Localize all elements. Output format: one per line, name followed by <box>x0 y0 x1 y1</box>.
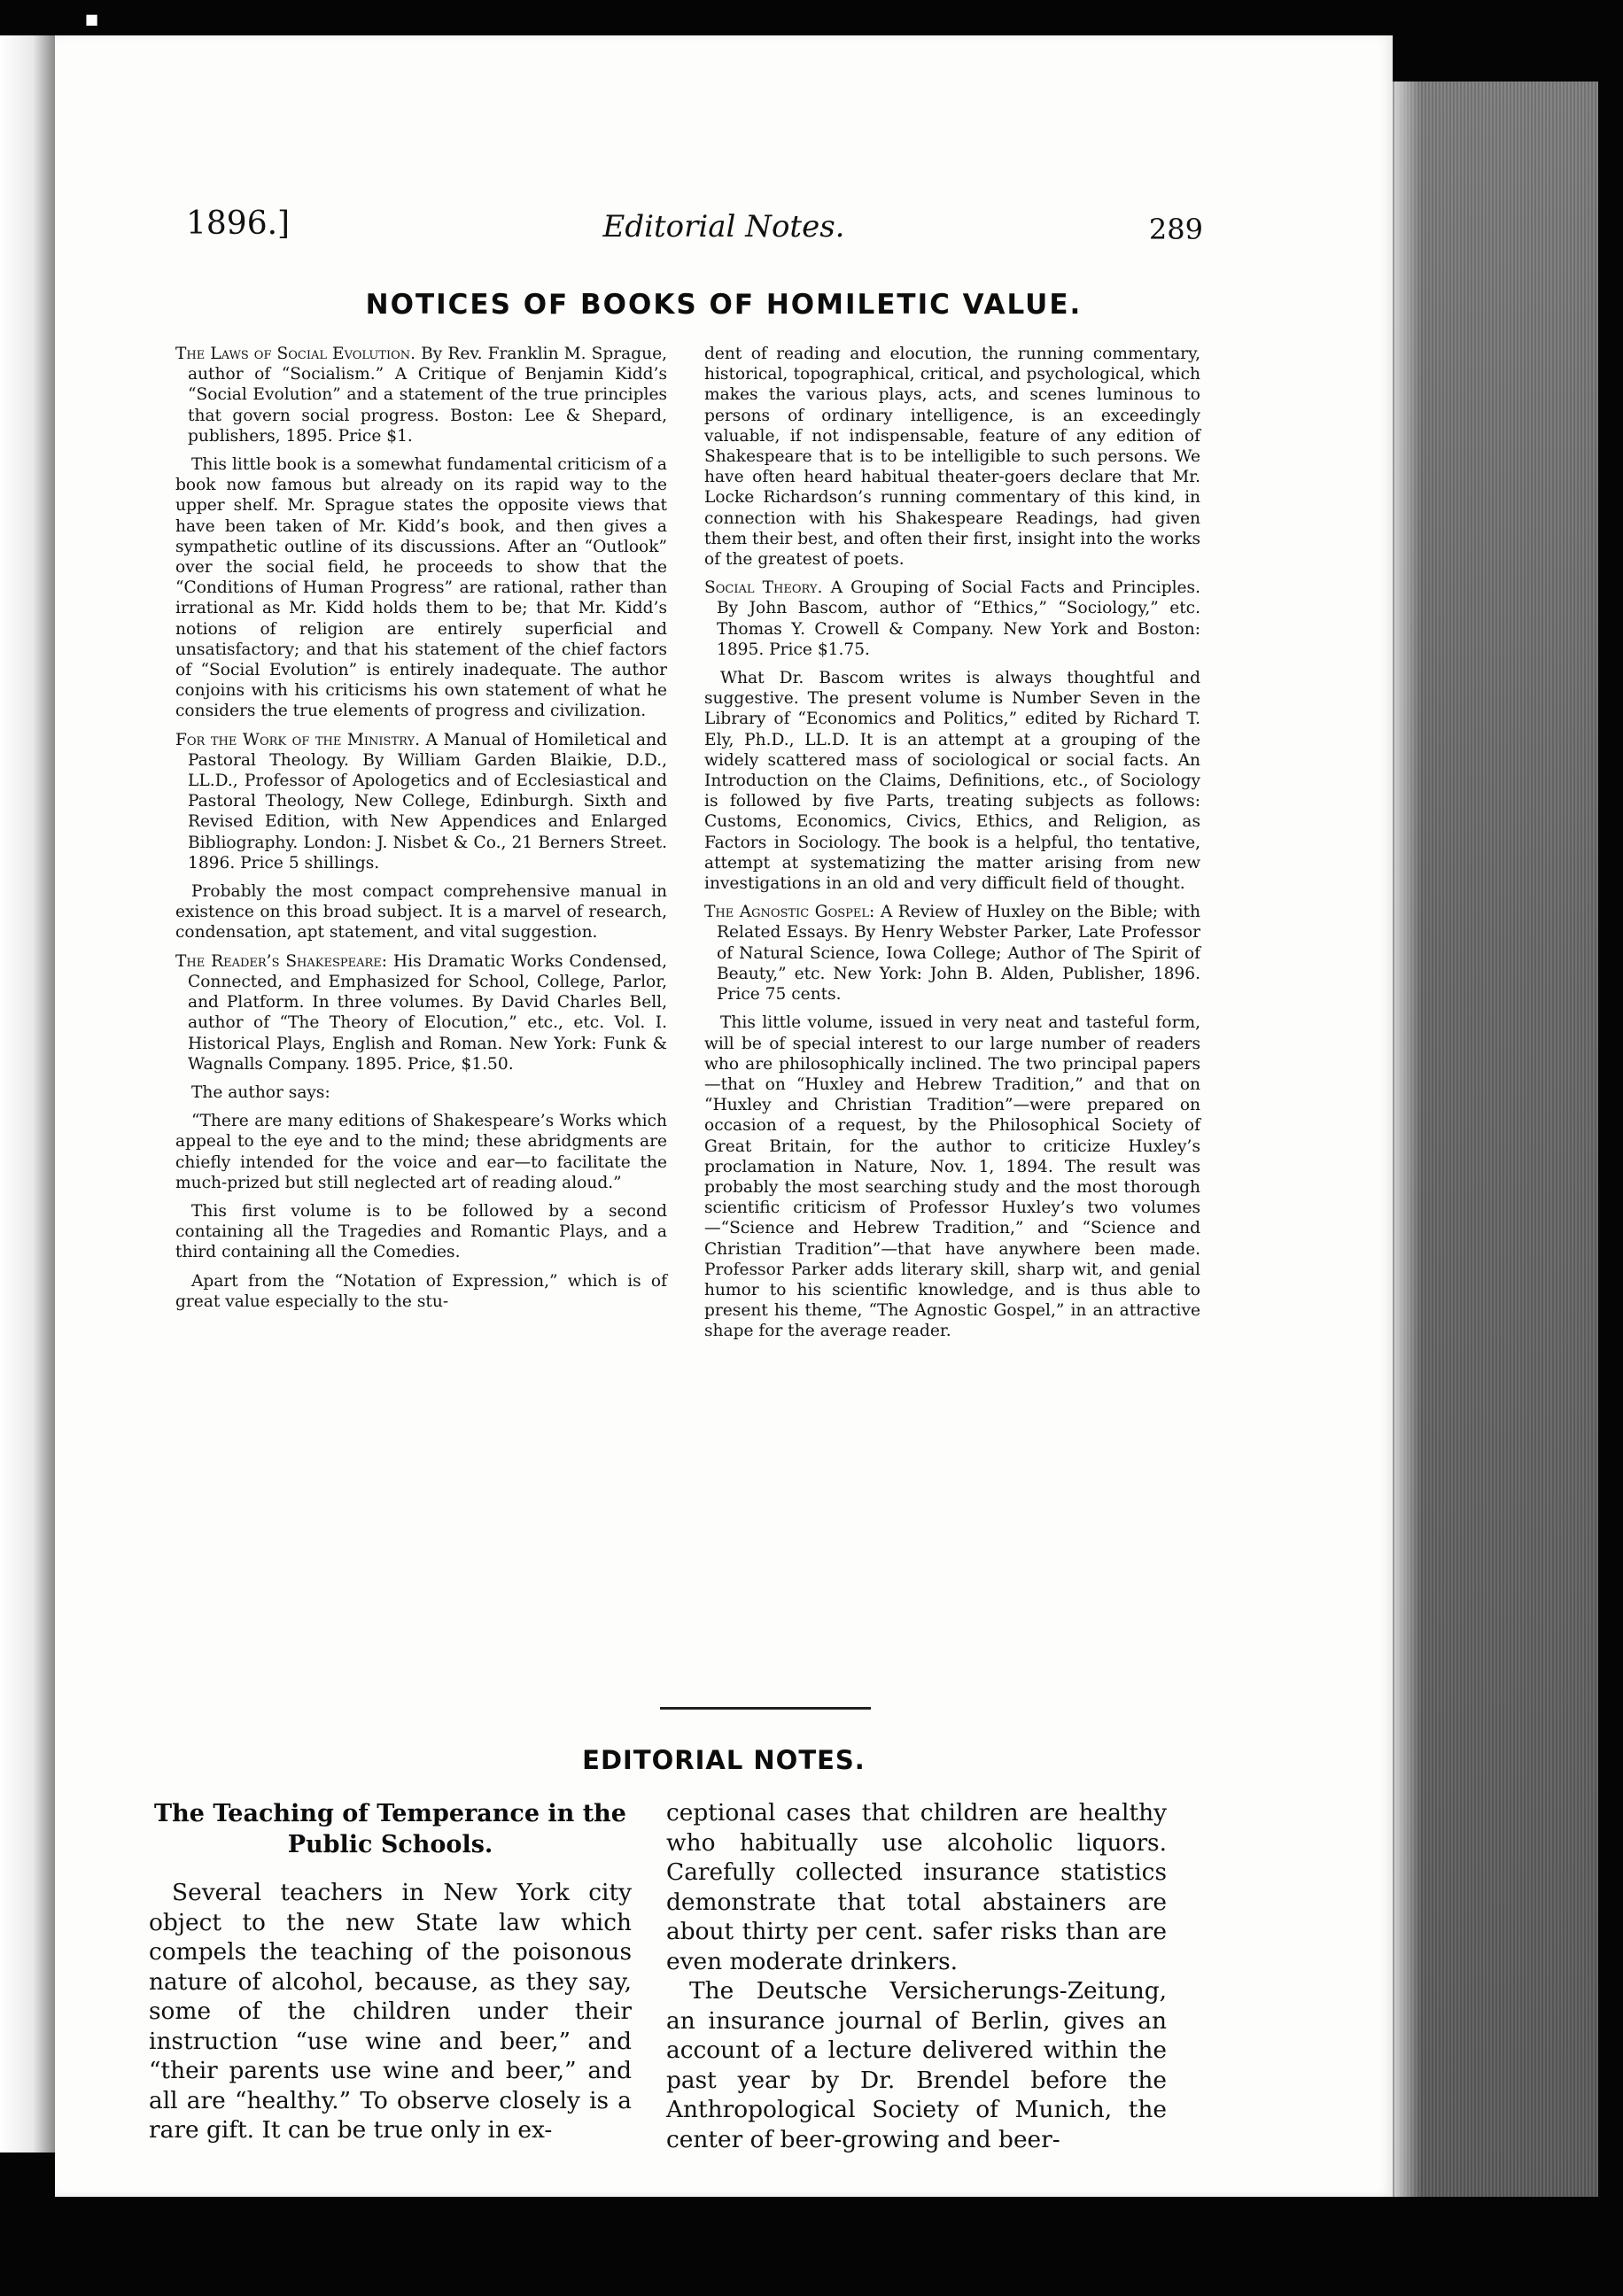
review-paragraph: What Dr. Bascom writes is always thoughtful and suggestive. The present volume is Number Seven in the Library of “Economics and Politics,” edited by Richard T. Ely, Ph.D., LL.D. It is an attempt at a grouping of the widely scattered mass of sociological or social facts. An Introduction on the Claims, Definitions, etc., of Sociology is followed by five Parts, treating subjects as follows: Customs, Economics, Civics, Ethics, and Religion, as Factors in Sociology. The book is a helpful, tho tentative, attempt at systematizing the matter arising from new investigations in an old and very difficult field of thought. <box>704 669 1200 894</box>
book-title: The Agnostic Gospel: <box>704 903 875 922</box>
book-details: By Rev. Franklin M. Sprague, author of “Socialism.” A Critique of Benjamin Kidd’s “Social Evolution” and a statement of the true principles that govern social progress. Boston: Lee & Shepard, publishers, 1895. Price $1. <box>188 345 667 446</box>
header-year: 1896.] <box>186 206 291 242</box>
book-details: A Grouping of Social Facts and Principles. By John Bascom, author of “Ethics,” “Sociology,” etc. Thomas Y. Crowell & Company. New York and Boston: 1895. Price $1.75. <box>717 578 1201 659</box>
notices-heading: NOTICES OF BOOKS OF HOMILETIC VALUE. <box>365 289 1083 321</box>
article-paragraph: The Deutsche Versicherungs-Zeitung, an insurance journal of Berlin, gives an account of a lecture delivered within the past year by Dr. Brendel before the Anthropological Society of Munich, the center of beer-growing and beer- <box>666 1977 1167 2153</box>
review-paragraph-continued: dent of reading and elocution, the running commentary, historical, topographical, critical, and psychological, which makes the various plays, acts, and scenes luminous to persons of ordinary intelligence, is an exceedingly valuable, if not indispensable, feature of any edition of Shakespeare that is to be intelligible to such persons. We have often heard habitual theater-goers declare that Mr. Locke Richardson’s running commentary of this kind, in connection with his Shakespeare Readings, had given them their best, and often their first, insight into the works of the greatest of poets. <box>704 345 1200 570</box>
page-edges <box>1393 81 1598 2197</box>
book-title: Social Theory. <box>704 578 823 598</box>
review-paragraph: This little volume, issued in very neat and tasteful form, will be of special interest to our large number of readers who are philosophically inclined. The two principal papers—that on “Huxley and Hebrew Tradition,” and that on “Huxley and Christian Tradition”—were prepared on occasion of a request, by the Philosophical Society of Great Britain, for the author to criticize Huxley’s proclamation in Nature, Nov. 1, 1894. The result was probably the most searching study and the most thorough scientific criticism of Professor Huxley’s two volumes—“Science and Hebrew Tradition,” and “Science and Christian Tradition”—that have anywhere been made. Professor Parker adds literary skill, sharp wit, and genial humor to his scientific knowledge, and is thus able to present his theme, “The Agnostic Gospel,” in an attractive shape for the average reader. <box>704 1013 1200 1341</box>
review-paragraph: This little book is a somewhat fundamental criticism of a book now famous but already on its rapid way to the upper shelf. Mr. Sprague states the opposite views that have been taken of Mr. Kidd’s book, and then gives a sympathetic outline of its discussions. After an “Outlook” over the social field, he proceeds to show that the “Conditions of Human Progress” are rational, rather than irrational as Mr. Kidd holds them to be; that Mr. Kidd’s notions of religion are entirely superficial and unsatisfactory; and that his statement of the chief factors of “Social Evolution” is entirely inadequate. The author conjoins with his criticisms his own statement of what he considers the true elements of progress and civilization. <box>175 455 667 721</box>
page-number: 289 <box>1148 213 1203 246</box>
notices-right-column <box>704 344 1200 1350</box>
book-notice <box>175 344 667 446</box>
article-paragraph-continued: ceptional cases that children are healthy who habitually use alcoholic liquors. Carefully collected insurance statistics demonstrate that total abstainers are about thirty per cent. safer risks than are even moderate drinkers. <box>666 1799 1167 1975</box>
quotation: “There are many editions of Shakespeare’s Works which appeal to the eye and to the mind; these abridgments are chiefly intended for the voice and ear—to facilitate the much-prized but still neglected art of reading aloud.” <box>175 1112 667 1192</box>
review-paragraph: Apart from the “Notation of Expression,” which is of great value especially to the stu- <box>175 1271 667 1311</box>
book-notice <box>175 951 667 1074</box>
section-divider <box>660 1707 871 1710</box>
book-title: For the Work of the Ministry. <box>175 730 421 749</box>
article-title: The Teaching of Temperance in the Public Schools. <box>154 1800 626 1858</box>
notices-left-column <box>175 344 667 1320</box>
book-details: His Dramatic Works Condensed, Connected, and Emphasized for School, College, Parlor, and Platform. In three volumes. By David Charles Bell, author of “The Theory of Elocution,” etc., etc. Vol. I. Historical Plays, English and Roman. New York: Funk & Wagnalls Company. 1895. Price, $1.50. <box>188 951 667 1074</box>
book-notice <box>704 578 1200 660</box>
header-section-title: Editorial Notes. <box>602 209 845 244</box>
book-details: A Manual of Homiletical and Pastoral Theology. By William Garden Blaikie, D.D., LL.D., Professor of Apologetics and of Ecclesiastical and Pastoral Theology, New College, Edinburgh. Sixth and Revised Edition, with New Appendices and Enlarged Bibliography. London: J. Nisbet & Co., 21 Berners Street. 1896. Price 5 shillings. <box>188 730 667 873</box>
book-notice <box>704 902 1200 1004</box>
book-notice <box>175 730 667 873</box>
editorial-left-column <box>149 1798 632 2145</box>
book-gutter <box>0 35 55 2152</box>
review-paragraph: Probably the most compact comprehensive manual in existence on this broad subject. It is a marvel of research, condensation, apt statement, and vital suggestion. <box>175 882 667 942</box>
review-paragraph: The author says: <box>191 1082 330 1102</box>
running-header <box>55 206 1393 259</box>
book-title: The Laws of Social Evolution. <box>175 345 416 363</box>
scan-speck: ■ <box>85 11 99 27</box>
article-paragraph: Several teachers in New York city object to the new State law which compels the teaching of the poisonous nature of alcohol, because, as they say, some of the children under their instruction “use wine and beer,” and “their parents use wine and beer,” and all are “healthy.” To observe closely is a rare gift. It can be true only in ex- <box>149 1879 632 2144</box>
book-title: The Reader’s Shakespeare: <box>175 951 388 971</box>
editorial-right-column <box>666 1798 1167 2154</box>
editorial-heading: EDITORIAL NOTES. <box>582 1745 866 1775</box>
review-paragraph: This first volume is to be followed by a second containing all the Tragedies and Romantic Plays, and a third containing all the Comedies. <box>175 1201 667 1262</box>
book-details: A Review of Huxley on the Bible; with Related Essays. By Henry Webster Parker, Late Professor of Natural Science, Iowa College; Author of The Spirit of Beauty,” etc. New York: John B. Alden, Publisher, 1896. Price 75 cents. <box>717 903 1200 1004</box>
